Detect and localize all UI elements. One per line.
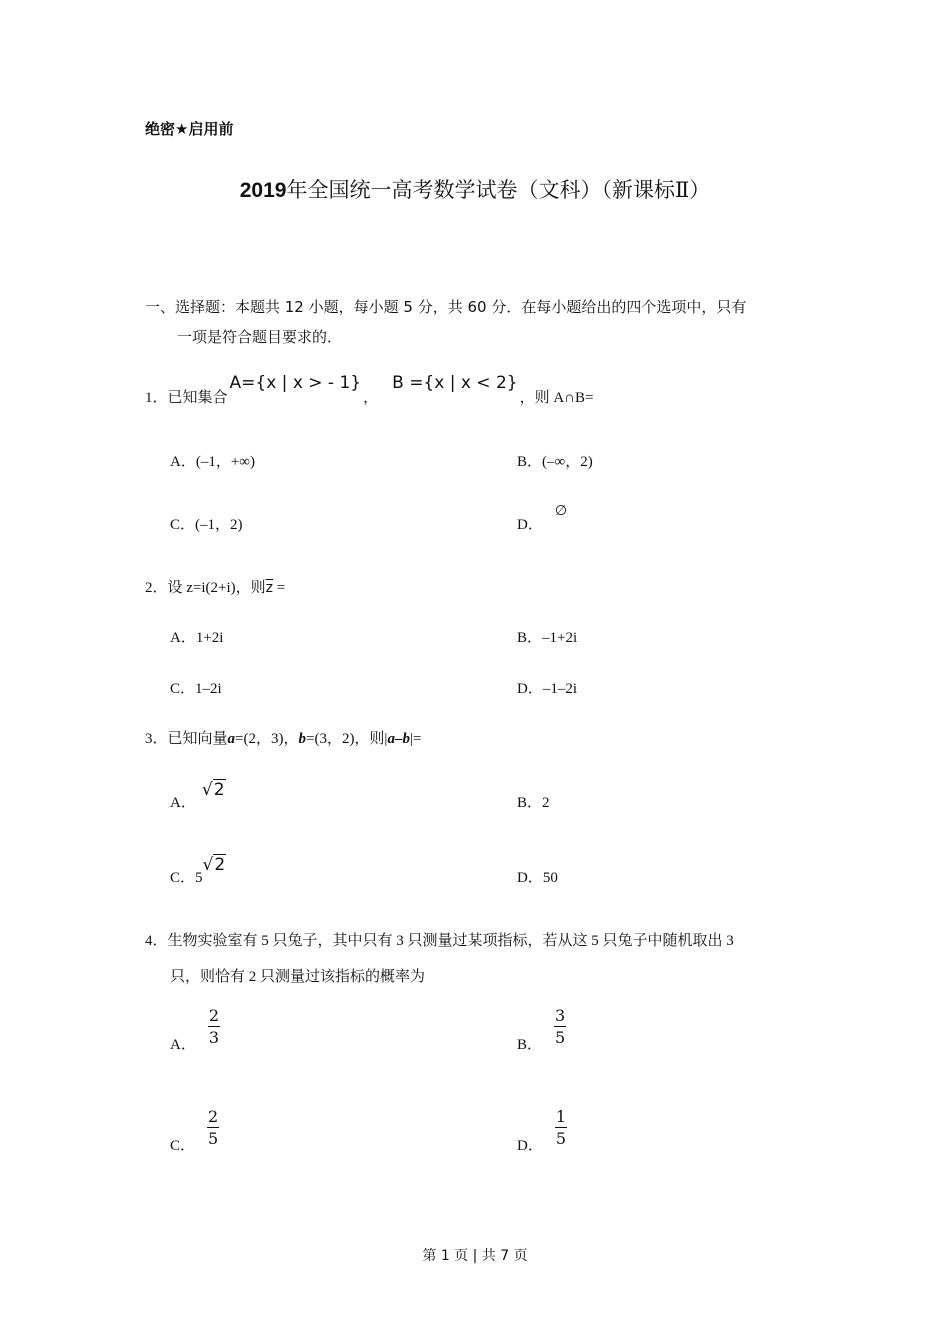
question-3-option-d xyxy=(517,866,558,887)
question-1-option-a xyxy=(170,450,255,471)
page-title xyxy=(0,174,950,204)
set-a-formula: A={x | x > - 1} xyxy=(229,373,362,393)
denominator: 5 xyxy=(555,1028,566,1047)
question-text-suffix: = xyxy=(273,580,286,596)
question-number: 2． xyxy=(145,580,168,596)
question-3-option-c xyxy=(170,855,226,887)
vector-b-value: =(3，2)，则| xyxy=(305,731,388,747)
empty-set-icon: ∅ xyxy=(554,503,568,519)
question-2-option-d xyxy=(517,677,577,698)
question-4-option-d xyxy=(517,1107,567,1160)
option-label: B． xyxy=(517,1036,543,1053)
fraction xyxy=(555,1107,567,1150)
question-4-option-b xyxy=(517,1006,566,1059)
sqrt-expression: √2 xyxy=(201,780,225,800)
option-label: D． xyxy=(517,870,543,886)
denominator: 5 xyxy=(208,1129,219,1148)
denominator: 5 xyxy=(555,1129,567,1148)
question-3-stem xyxy=(145,727,421,748)
option-text: –1+2i xyxy=(542,630,578,646)
option-text: (–1，+∞) xyxy=(195,454,255,470)
question-2-option-b xyxy=(517,626,577,647)
section-heading-line1: 一、选择题：本题共 12 小题，每小题 5 分，共 60 分．在每小题给出的四个选项中，只有 xyxy=(145,298,747,316)
radicand: 2 xyxy=(213,780,225,800)
question-4-stem-line1 xyxy=(145,929,734,950)
set-b-formula: B ={x | x < 2} xyxy=(392,373,518,393)
question-1-stem xyxy=(145,373,594,407)
question-number: 3． xyxy=(145,731,168,747)
question-number: 1． xyxy=(145,390,168,406)
conjugate-z: $\overline{z}$ xyxy=(265,580,274,596)
question-text: 生物实验室有 5 只兔子，其中只有 3 只测量过某项指标，若从这 5 只兔子中随机取出 3 xyxy=(167,933,734,949)
question-3-option-b xyxy=(517,791,550,812)
fraction xyxy=(554,1006,566,1049)
option-label: C． xyxy=(170,870,196,886)
vector-a: a xyxy=(227,731,236,747)
title-year: 2019 xyxy=(239,179,287,202)
question-1-option-b xyxy=(517,450,593,471)
question-number: 4． xyxy=(145,933,168,949)
numerator: 3 xyxy=(555,1006,566,1025)
numerator: 2 xyxy=(208,1107,219,1126)
separator: ， xyxy=(363,390,379,406)
fraction xyxy=(208,1006,220,1049)
question-text: 已知向量 xyxy=(167,731,228,747)
question-1-option-d xyxy=(517,503,568,534)
option-label: A． xyxy=(170,630,196,646)
page-footer: 第 1 页 | 共 7 页 xyxy=(422,1248,528,1264)
option-label: C． xyxy=(170,681,196,697)
option-label: A． xyxy=(170,1036,196,1053)
option-label: C． xyxy=(170,1137,196,1154)
option-label: D． xyxy=(517,1137,543,1154)
secret-mark: 绝密★启用前 xyxy=(145,120,234,138)
question-4-option-c xyxy=(170,1107,219,1160)
coefficient: 5 xyxy=(195,870,203,886)
option-label: A． xyxy=(170,795,196,811)
option-label: B． xyxy=(517,454,543,470)
option-label: D． xyxy=(517,517,543,533)
numerator: 2 xyxy=(208,1006,220,1025)
vector-b: b xyxy=(298,731,306,747)
question-text: 设 z=i(2+i)，则 xyxy=(167,580,266,596)
vector-difference: a–b xyxy=(387,731,410,747)
option-text: 2 xyxy=(542,795,550,811)
question-1-option-c xyxy=(170,513,243,534)
numerator: 1 xyxy=(555,1107,567,1126)
title-text: 年全国统一高考数学试卷（文科）（新课标Ⅱ） xyxy=(286,178,711,202)
question-3-option-a xyxy=(170,780,226,812)
option-text: 50 xyxy=(542,870,558,886)
question-2-option-a xyxy=(170,626,223,647)
question-2-option-c xyxy=(170,677,222,698)
option-label: D． xyxy=(517,681,543,697)
option-label: B． xyxy=(517,795,543,811)
question-text: 已知集合 xyxy=(167,390,228,406)
question-4-stem-line2: 只，则恰有 2 只测量过该指标的概率为 xyxy=(170,969,426,985)
section-heading-line2: 一项是符合题目要求的． xyxy=(177,328,343,346)
denominator: 3 xyxy=(208,1028,220,1047)
option-label: B． xyxy=(517,630,543,646)
question-text-suffix: ，则 A∩B= xyxy=(519,390,594,406)
option-text: (–1，2) xyxy=(195,517,243,533)
radicand: 2 xyxy=(214,855,226,875)
sqrt-expression: √2 xyxy=(202,855,226,875)
fraction xyxy=(207,1107,219,1150)
question-4-option-a xyxy=(170,1006,220,1059)
option-text: 1–2i xyxy=(195,681,222,697)
option-text: (–∞，2) xyxy=(542,454,593,470)
option-label: C． xyxy=(170,517,196,533)
option-text: 1+2i xyxy=(195,630,224,646)
vector-a-value: =(2，3)， xyxy=(235,731,299,747)
option-label: A． xyxy=(170,454,196,470)
option-text: –1–2i xyxy=(542,681,578,697)
question-text-suffix: |= xyxy=(409,731,422,747)
question-2-stem xyxy=(145,576,285,597)
